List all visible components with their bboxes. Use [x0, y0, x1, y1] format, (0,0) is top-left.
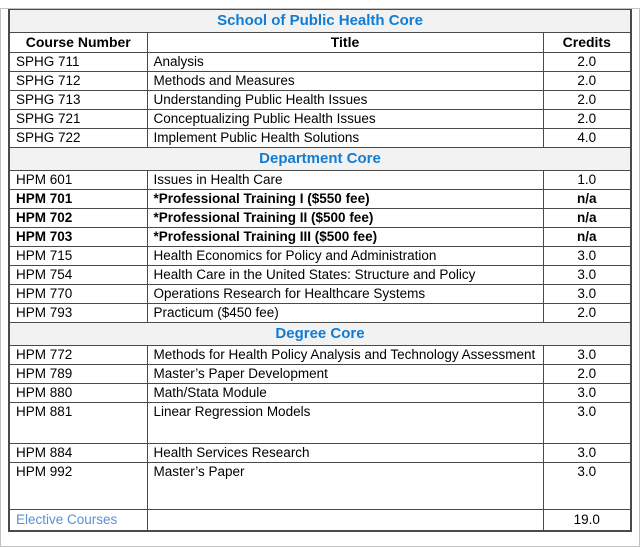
course-credits-cell: 3.0: [543, 444, 631, 463]
course-row: [9, 285, 631, 304]
section-title: Department Core: [9, 148, 631, 171]
course-row: [9, 72, 631, 91]
course-title-cell: *Professional Training II ($500 fee): [147, 209, 543, 228]
section-title: Degree Core: [9, 323, 631, 346]
course-title-cell: Linear Regression Models: [147, 403, 543, 444]
course-number-cell: HPM 992: [9, 463, 147, 510]
course-credits-cell: 4.0: [543, 129, 631, 148]
course-credits-cell: 3.0: [543, 384, 631, 403]
course-row: [9, 190, 631, 209]
course-title-cell: Health Services Research: [147, 444, 543, 463]
elective-courses-title-cell: [147, 510, 543, 532]
course-credits-cell: 2.0: [543, 365, 631, 384]
course-title-cell: Issues in Health Care: [147, 171, 543, 190]
course-row: [9, 266, 631, 285]
course-number-cell: HPM 880: [9, 384, 147, 403]
course-number-cell: HPM 754: [9, 266, 147, 285]
course-credits-cell: 3.0: [543, 247, 631, 266]
course-row: [9, 365, 631, 384]
course-credits-cell: n/a: [543, 190, 631, 209]
course-title-cell: Operations Research for Healthcare Systems: [147, 285, 543, 304]
course-title-cell: Health Care in the United States: Structure and Policy: [147, 266, 543, 285]
course-title-cell: Analysis: [147, 53, 543, 72]
course-credits-cell: 2.0: [543, 53, 631, 72]
course-title-cell: Understanding Public Health Issues: [147, 91, 543, 110]
course-row: [9, 346, 631, 365]
course-title-cell: Methods for Health Policy Analysis and Technology Assessment: [147, 346, 543, 365]
course-row: [9, 403, 631, 444]
course-title-cell: Master’s Paper: [147, 463, 543, 510]
course-credits-cell: 3.0: [543, 346, 631, 365]
course-number-cell: HPM 884: [9, 444, 147, 463]
course-credits-cell: 1.0: [543, 171, 631, 190]
course-title-cell: Practicum ($450 fee): [147, 304, 543, 323]
course-title-cell: Conceptualizing Public Health Issues: [147, 110, 543, 129]
course-title-cell: *Professional Training I ($550 fee): [147, 190, 543, 209]
course-requirements-table: [8, 8, 632, 532]
course-credits-cell: 3.0: [543, 463, 631, 510]
column-header-row: [9, 33, 631, 53]
course-number-cell: SPHG 713: [9, 91, 147, 110]
course-number-cell: HPM 703: [9, 228, 147, 247]
course-number-cell: HPM 881: [9, 403, 147, 444]
course-number-cell: HPM 770: [9, 285, 147, 304]
course-credits-cell: 2.0: [543, 110, 631, 129]
course-credits-cell: 2.0: [543, 91, 631, 110]
course-number-cell: SPHG 711: [9, 53, 147, 72]
course-number-cell: HPM 701: [9, 190, 147, 209]
course-row: [9, 53, 631, 72]
course-credits-cell: 3.0: [543, 403, 631, 444]
course-row: [9, 463, 631, 510]
course-number-cell: HPM 793: [9, 304, 147, 323]
course-row: [9, 171, 631, 190]
course-row: [9, 228, 631, 247]
section-title: School of Public Health Core: [9, 9, 631, 33]
column-header-0: Course Number: [9, 33, 147, 53]
course-number-cell: HPM 601: [9, 171, 147, 190]
course-credits-cell: 3.0: [543, 266, 631, 285]
column-header-1: Title: [147, 33, 543, 53]
page: [0, 8, 640, 547]
course-credits-cell: 2.0: [543, 304, 631, 323]
course-title-cell: Math/Stata Module: [147, 384, 543, 403]
course-table-body: [9, 9, 631, 531]
course-title-cell: Methods and Measures: [147, 72, 543, 91]
course-title-cell: Health Economics for Policy and Administration: [147, 247, 543, 266]
course-row: [9, 209, 631, 228]
course-title-cell: *Professional Training III ($500 fee): [147, 228, 543, 247]
course-number-cell: HPM 772: [9, 346, 147, 365]
course-credits-cell: n/a: [543, 228, 631, 247]
course-row: [9, 247, 631, 266]
elective-courses-row: [9, 510, 631, 532]
course-row: [9, 384, 631, 403]
course-number-cell: SPHG 721: [9, 110, 147, 129]
course-number-cell: SPHG 722: [9, 129, 147, 148]
course-number-cell: HPM 715: [9, 247, 147, 266]
course-title-cell: Master’s Paper Development: [147, 365, 543, 384]
course-number-cell: HPM 702: [9, 209, 147, 228]
course-row: [9, 444, 631, 463]
course-title-cell: Implement Public Health Solutions: [147, 129, 543, 148]
elective-courses-credits-cell: 19.0: [543, 510, 631, 532]
elective-courses-label: Elective Courses: [9, 510, 147, 532]
course-row: [9, 129, 631, 148]
course-number-cell: SPHG 712: [9, 72, 147, 91]
course-row: [9, 91, 631, 110]
course-credits-cell: 3.0: [543, 285, 631, 304]
section-header-row: [9, 148, 631, 171]
section-header-row: [9, 323, 631, 346]
section-header-row: [9, 9, 631, 33]
course-row: [9, 110, 631, 129]
course-row: [9, 304, 631, 323]
course-credits-cell: n/a: [543, 209, 631, 228]
course-credits-cell: 2.0: [543, 72, 631, 91]
course-number-cell: HPM 789: [9, 365, 147, 384]
column-header-2: Credits: [543, 33, 631, 53]
